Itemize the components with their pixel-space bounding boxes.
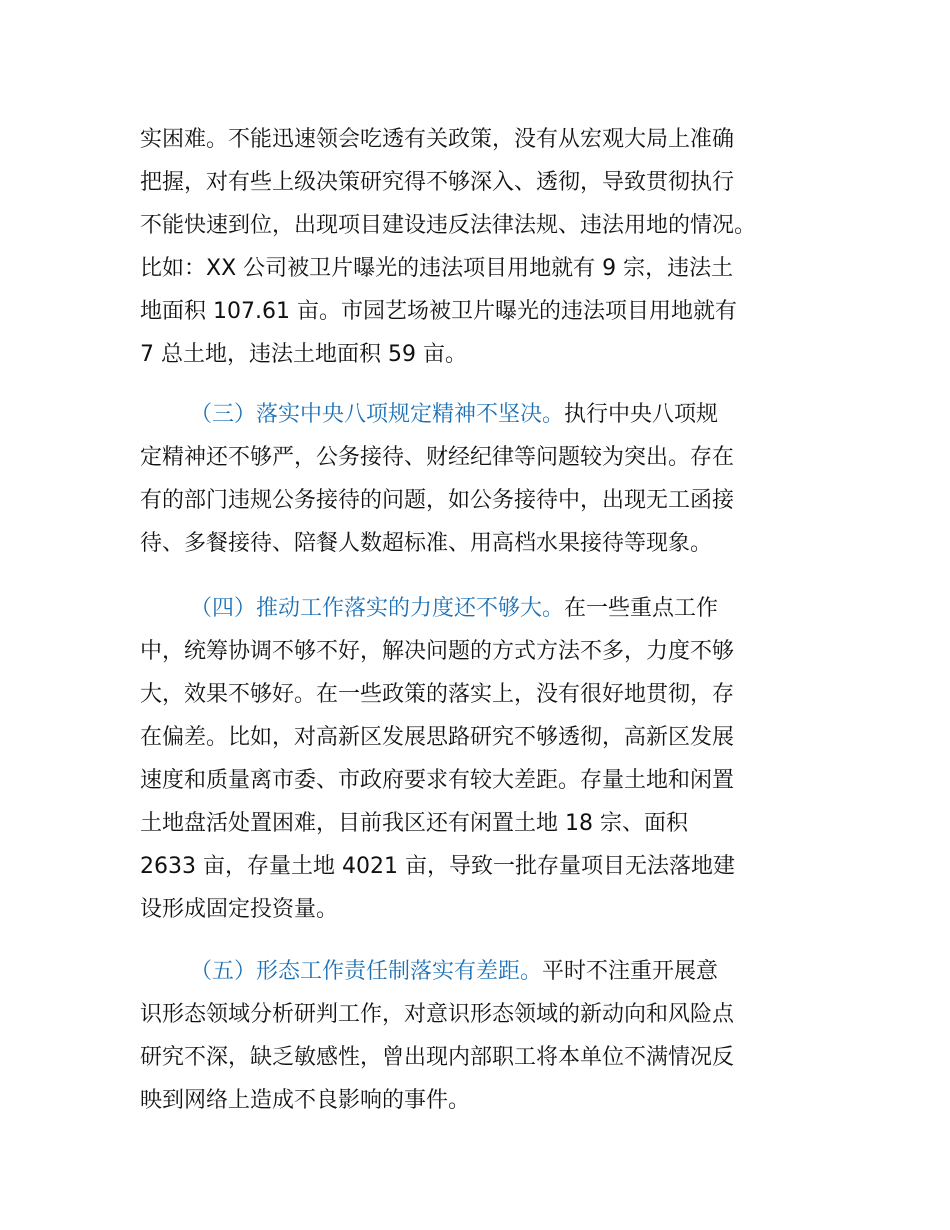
text-line: 在偏差。比如，对高新区发展思路研究不够透彻，高新区发展 xyxy=(140,725,735,750)
section-heading: （四）推动工作落实的力度还不够大。 xyxy=(190,596,565,621)
section-lead-text: 在一些重点工作 xyxy=(564,596,719,621)
text-line: 地面积 107.61 亩。市园艺场被卫片曝光的违法项目用地就有 xyxy=(140,299,737,324)
text-line: 2633 亩，存量土地 4021 亩，导致一批存量项目无法落地建 xyxy=(140,854,735,879)
section-lead-text: 执行中央八项规 xyxy=(564,402,719,427)
text-line: 实困难。不能迅速领会吃透有关政策，没有从宏观大局上准确 xyxy=(140,127,735,152)
section-five xyxy=(140,950,820,1122)
text-line: 设形成固定投资量。 xyxy=(140,897,339,922)
text-line: 识形态领域分析研判工作，对意识形态领域的新动向和风险点 xyxy=(140,1002,735,1027)
section-lead-text: 平时不注重开展意 xyxy=(542,959,719,984)
text-line: 把握，对有些上级决策研究得不够深入、透彻，导致贯彻执行 xyxy=(140,170,735,195)
text-line: 研究不深，缺乏敏感性，曾出现内部职工将本单位不满情况反 xyxy=(140,1045,735,1070)
section-first-line xyxy=(140,950,820,993)
section-four xyxy=(140,587,820,931)
section-first-line xyxy=(140,393,820,436)
paragraph-continuation xyxy=(140,118,820,376)
text-line: 大，效果不够好。在一些政策的落实上，没有很好地贯彻，存 xyxy=(140,682,735,707)
text-line: 有的部门违规公务接待的问题，如公务接待中，出现无工函接 xyxy=(140,488,735,513)
text-line: 中，统筹协调不够不好，解决问题的方式方法不多，力度不够 xyxy=(140,639,735,664)
text-line: 映到网络上造成不良影响的事件。 xyxy=(140,1088,471,1113)
text-line: 定精神还不够严，公务接待、财经纪律等问题较为突出。存在 xyxy=(140,445,735,470)
text-line: 比如：XX 公司被卫片曝光的违法项目用地就有 9 宗，违法土 xyxy=(140,256,734,281)
text-line: 待、多餐接待、陪餐人数超标准、用高档水果接待等现象。 xyxy=(140,531,713,556)
section-three xyxy=(140,393,820,565)
section-first-line xyxy=(140,587,820,630)
section-heading: （三）落实中央八项规定精神不坚决。 xyxy=(190,402,565,427)
text-line: 7 总土地，违法土地面积 59 亩。 xyxy=(140,342,467,367)
section-heading: （五）形态工作责任制落实有差距。 xyxy=(190,959,543,984)
text-line: 速度和质量离市委、市政府要求有较大差距。存量土地和闲置 xyxy=(140,768,735,793)
text-line: 不能快速到位，出现项目建设违反法律法规、违法用地的情况。 xyxy=(140,213,757,238)
text-line: 土地盘活处置困难，目前我区还有闲置土地 18 宗、面积 xyxy=(140,811,688,836)
